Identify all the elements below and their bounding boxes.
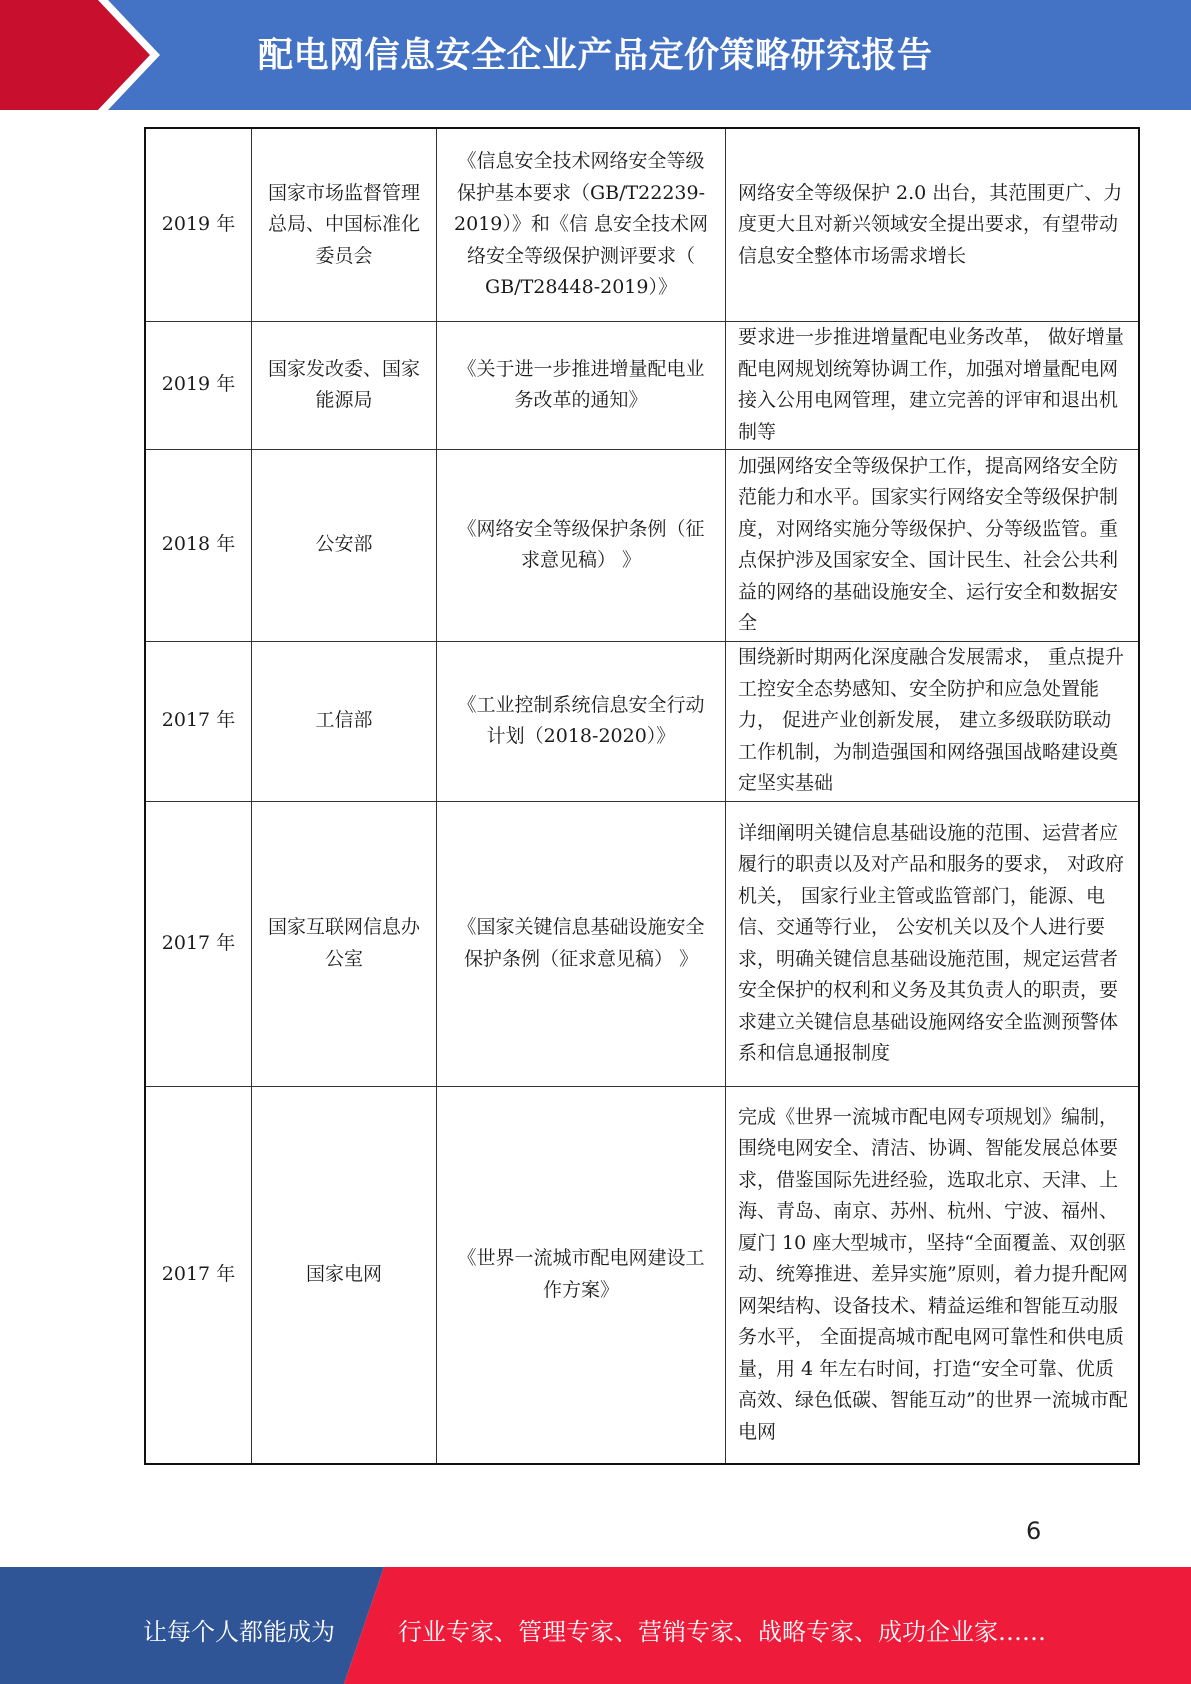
document-cell: 《信息安全技术网络安全等级保护基本要求（GB/T22239-2019）》和《信 息安全技术网络安全等级保护测评要求（ GB/T28448-2019）》 [437, 128, 726, 321]
description-cell: 加强网络安全等级保护工作，提高网络安全防范能力和水平。国家实行网络安全等级保护制度，对网络实施分等级保护、分等级监管。重点保护涉及国家安全、国计民生、社会公共利益的网络的基础设施安全、运行安全和数据安全 [726, 449, 1140, 641]
document-cell: 《关于进一步推进增量配电业务改革的通知》 [437, 321, 726, 449]
header-band [0, 0, 1191, 110]
table-row [145, 801, 1139, 1086]
footer-slogan-right: 行业专家、管理专家、营销专家、战略专家、成功企业家…… [398, 1618, 1046, 1646]
document-cell: 《国家关键信息基础设施安全保护条例（征求意见稿） 》 [437, 801, 726, 1086]
description-cell: 要求进一步推进增量配电业务改革， 做好增量配电网规划统筹协调工作，加强对增量配电网接入公用电网管理，建立完善的评审和退出机制等 [726, 321, 1140, 449]
document-cell: 《工业控制系统信息安全行动计划（2018-2020）》 [437, 641, 726, 801]
year-cell: 2017 年 [145, 641, 252, 801]
page-number: 6 [1026, 1517, 1042, 1545]
description-cell: 完成《世界一流城市配电网专项规划》编制， 围绕电网安全、清洁、协调、智能发展总体要求，借鉴国际先进经验，选取北京、天津、上海、青岛、南京、苏州、杭州、宁波、福州、厦门 10 座大型城市，坚持“全面覆盖、双创驱动、统筹推进、差异实施”原则，着力提升配网网架结构、设备技术、精益运维和智能互动服务水平， 全面提高城市配电网可靠性和供电质量，用 4 年左右时间，打造“安全可靠、优质高效、绿色低碳、智能互动”的世界一流城市配电网 [726, 1086, 1140, 1464]
year-cell: 2017 年 [145, 801, 252, 1086]
year-cell: 2017 年 [145, 1086, 252, 1464]
table-row [145, 449, 1139, 641]
department-cell: 公安部 [252, 449, 437, 641]
table-row [145, 321, 1139, 449]
department-cell: 国家互联网信息办公室 [252, 801, 437, 1086]
header-arrow-red [0, 0, 150, 110]
table-row [145, 128, 1139, 321]
department-cell: 国家发改委、国家能源局 [252, 321, 437, 449]
description-cell: 详细阐明关键信息基础设施的范围、运营者应履行的职责以及对产品和服务的要求， 对政府机关， 国家行业主管或监管部门，能源、电信、交通等行业， 公安机关以及个人进行要求，明确关键信息基础设施范围，规定运营者安全保护的权利和义务及其负责人的职责，要求建立关键信息基础设施网络安全监测预警体系和信息通报制度 [726, 801, 1140, 1086]
department-cell: 国家市场监督管理总局、中国标准化委员会 [252, 128, 437, 321]
description-cell: 网络安全等级保护 2.0 出台，其范围更广、力度更大且对新兴领域安全提出要求，有望带动信息安全整体市场需求增长 [726, 128, 1140, 321]
year-cell: 2018 年 [145, 449, 252, 641]
document-cell: 《网络安全等级保护条例（征求意见稿） 》 [437, 449, 726, 641]
year-cell: 2019 年 [145, 321, 252, 449]
footer-slogan-left: 让每个人都能成为 [143, 1618, 335, 1646]
department-cell: 工信部 [252, 641, 437, 801]
policy-table [144, 127, 1140, 1465]
table-row [145, 1086, 1139, 1464]
year-cell: 2019 年 [145, 128, 252, 321]
description-cell: 围绕新时期两化深度融合发展需求， 重点提升工控安全态势感知、安全防护和应急处置能力， 促进产业创新发展， 建立多级联防联动工作机制，为制造强国和网络强国战略建设奠定坚实基础 [726, 641, 1140, 801]
department-cell: 国家电网 [252, 1086, 437, 1464]
document-title: 配电网信息安全企业产品定价策略研究报告 [258, 36, 933, 76]
document-cell: 《世界一流城市配电网建设工作方案》 [437, 1086, 726, 1464]
table-row [145, 641, 1139, 801]
